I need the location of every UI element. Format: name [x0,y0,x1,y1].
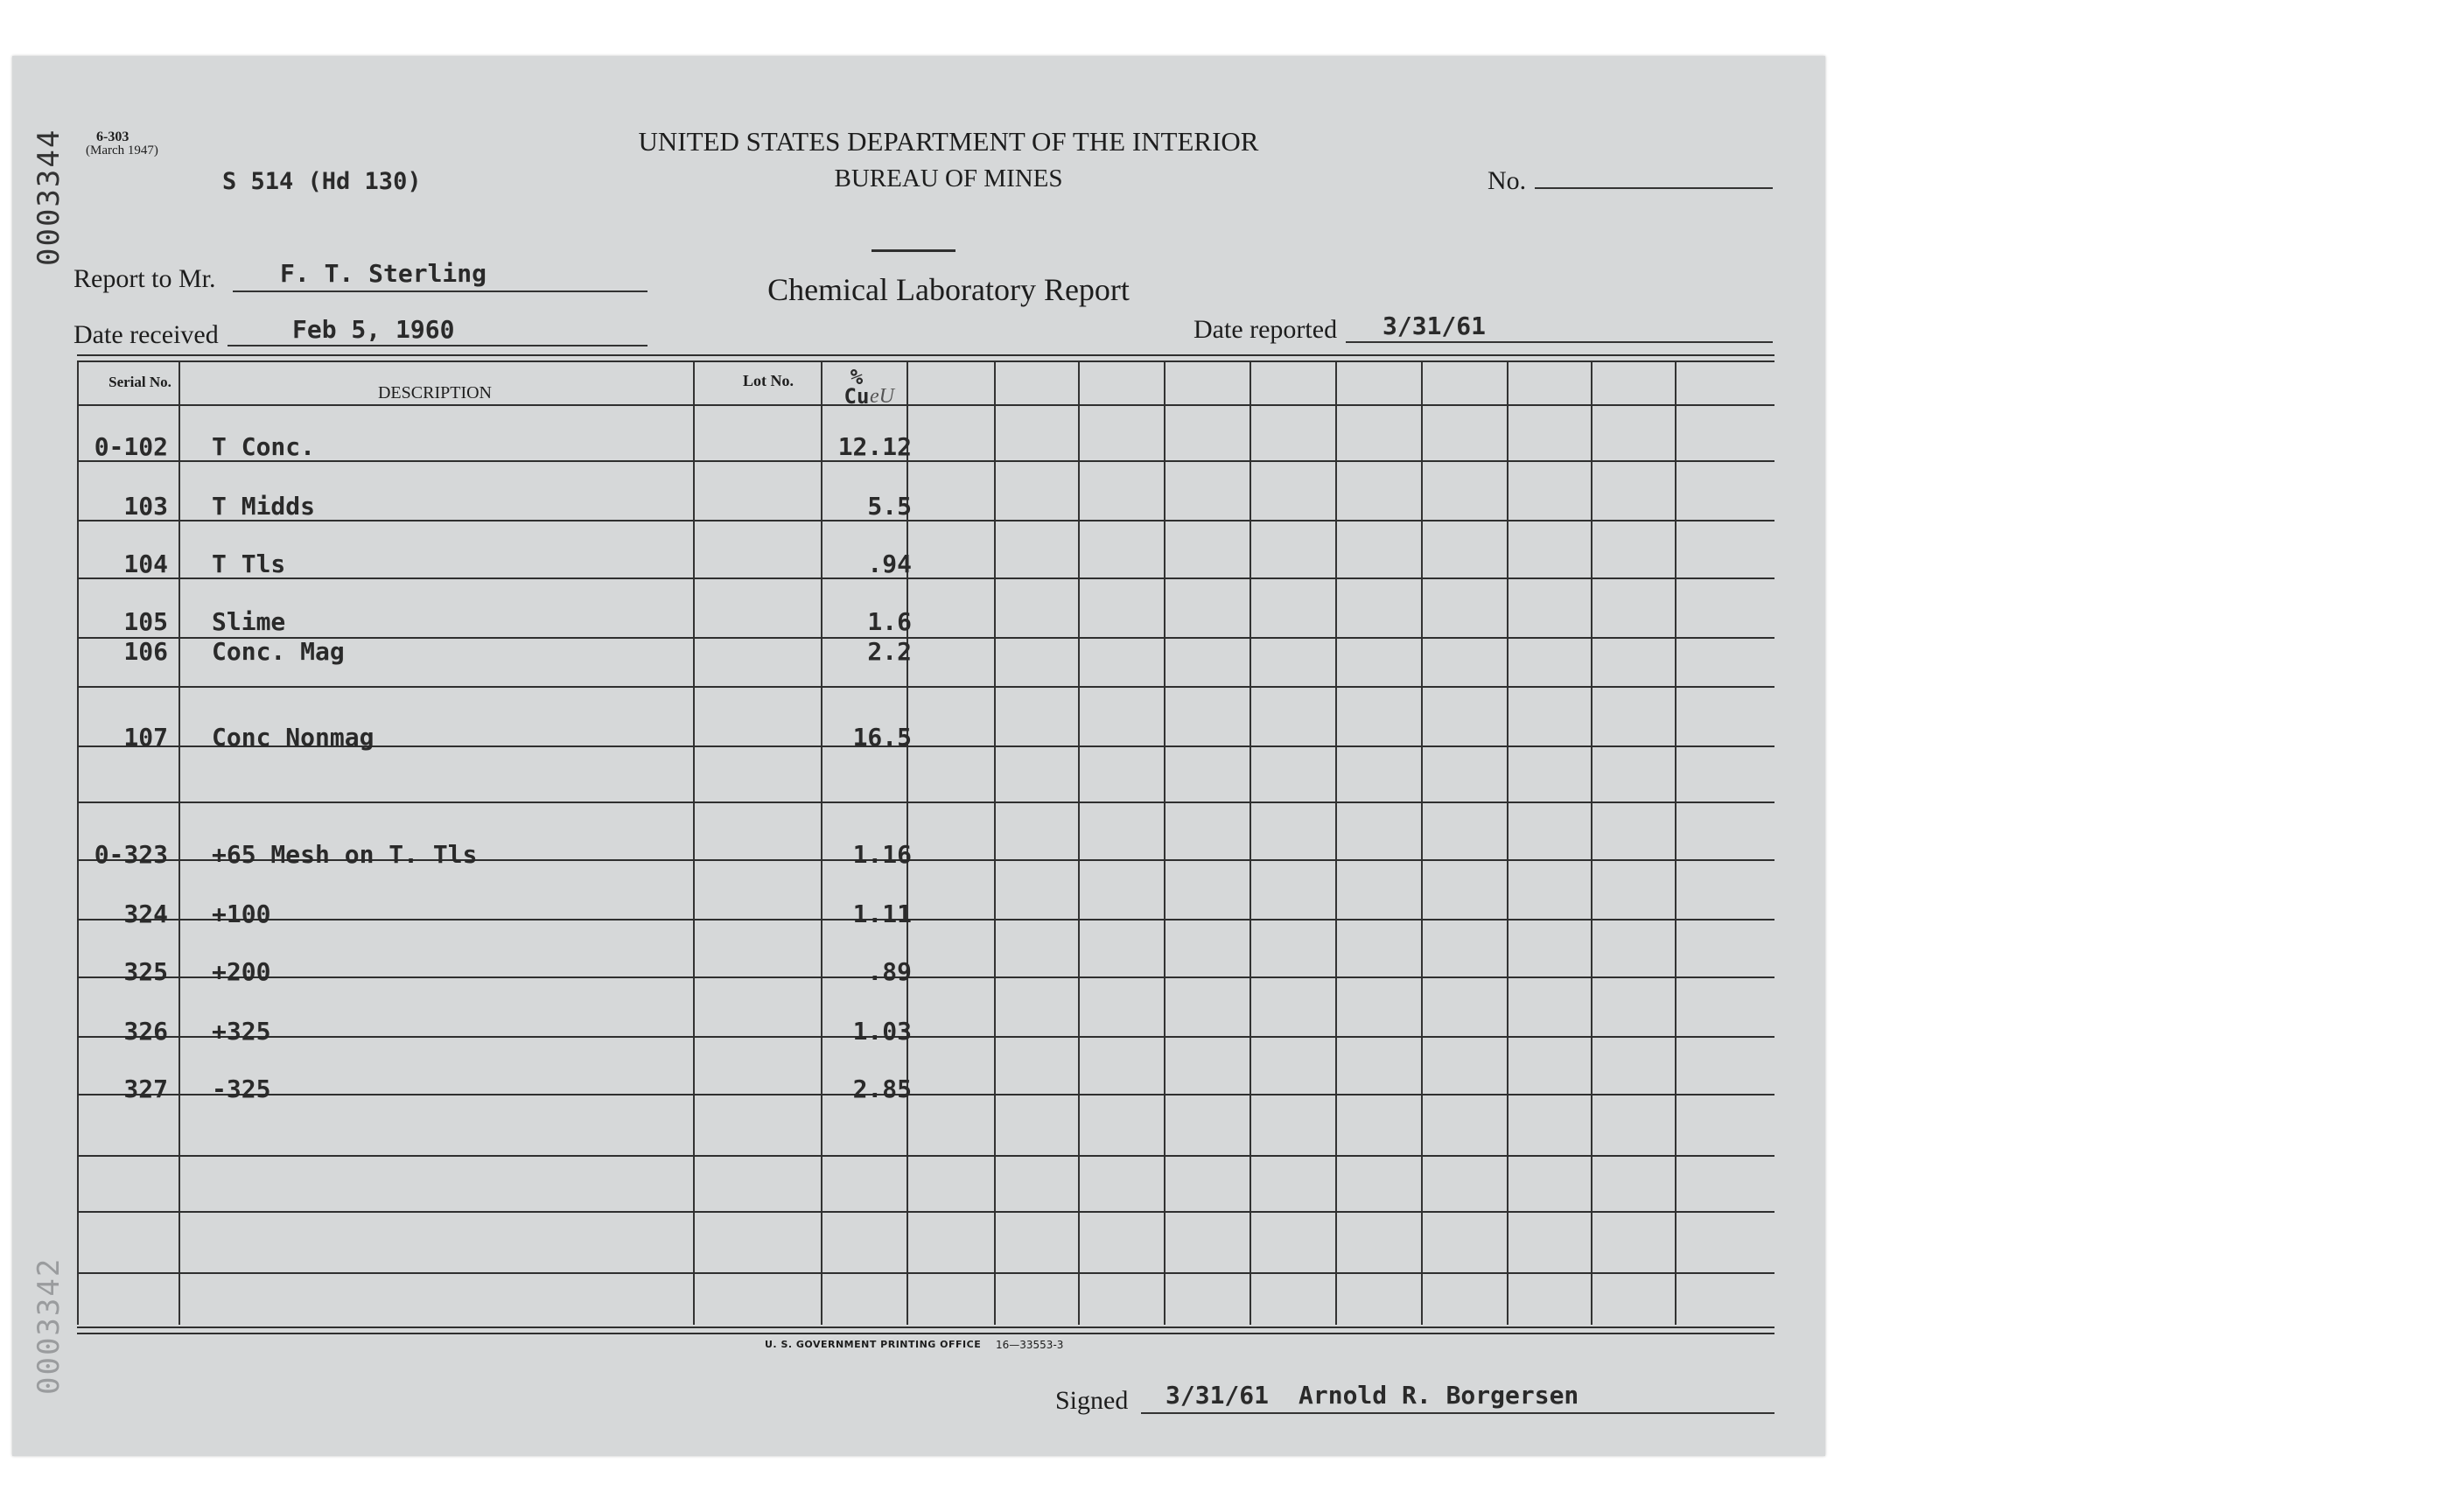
row-serial: 107 [123,723,168,752]
row-serial: 0-102 [94,432,168,461]
row-description: T Midds [212,492,316,521]
table-column-line [1675,362,1676,1325]
stamp-number-bottom: 0003342 [32,1256,66,1395]
table-row-line [77,404,1774,406]
date-received-line [228,345,648,346]
table-column-line [1250,362,1251,1325]
row-description: +200 [212,957,271,986]
row-serial: 103 [123,492,168,521]
row-description: T Tls [212,550,286,578]
row-serial: 325 [123,957,168,986]
table-row-line [77,460,1774,462]
row-cu-value: .94 [867,550,912,578]
date-reported-label: Date reported [1194,315,1338,344]
date-received-value: Feb 5, 1960 [292,315,455,344]
bureau-heading: BUREAU OF MINES [834,164,1063,192]
table-row-line [77,802,1774,803]
table-column-line [1078,362,1080,1325]
row-description: +100 [212,900,271,928]
table-row-line [77,1094,1774,1096]
table-bottom-rule [77,1326,1774,1328]
printing-office: U. S. GOVERNMENT PRINTING OFFICE [765,1339,982,1350]
table-row-line [77,976,1774,978]
description-header: DESCRIPTION [377,383,492,402]
title-rule [872,249,956,252]
stamp-number-top: 0003344 [32,128,66,266]
form-date: (March 1947) [86,144,158,158]
date-reported-value: 3/31/61 [1382,312,1487,340]
row-serial: 105 [123,607,168,636]
row-serial: 0-323 [94,840,168,869]
table-column-line [994,362,996,1325]
date-reported-line [1346,341,1773,343]
row-description: -325 [212,1074,271,1103]
report-to-label: Report to Mr. [74,264,216,293]
serial-header: Serial No. [108,374,172,390]
row-cu-value: 1.11 [852,900,912,928]
row-cu-value: 1.03 [852,1017,912,1046]
report-to-value: F. T. Sterling [280,259,487,288]
table-row-line [77,686,1774,688]
signature-line [1141,1412,1774,1414]
row-description: T Conc. [212,432,316,461]
row-serial: 106 [123,637,168,666]
printing-code: 16—33553-3 [996,1339,1064,1351]
row-description: Conc Nonmag [212,723,374,752]
row-cu-value: 1.16 [852,840,912,869]
table-row-line [77,520,1774,522]
reference-code: S 514 (Hd 130) [222,168,422,195]
row-serial: 326 [123,1017,168,1046]
table-row-line [77,919,1774,920]
cu-annotation: eU [870,385,894,408]
form-number: 6-303 [96,130,130,144]
row-serial: 324 [123,900,168,928]
table-row-line [77,578,1774,579]
table-row-line [77,1211,1774,1213]
row-description: +65 Mesh on T. Tls [212,840,478,869]
table-column-line [1591,362,1592,1325]
table-column-line [1507,362,1508,1325]
signed-label: Signed [1055,1386,1129,1415]
number-label: No. [1488,166,1527,195]
row-description: Slime [212,607,286,636]
table-bottom-rule-2 [77,1333,1774,1334]
row-serial: 104 [123,550,168,578]
number-line [1535,187,1773,189]
row-serial: 327 [123,1074,168,1103]
row-cu-value: 5.5 [867,492,912,521]
report-title: Chemical Laboratory Report [767,272,1130,307]
report-to-line [233,290,648,292]
table-column-line [178,362,180,1325]
table-column-line [1335,362,1337,1325]
table-column-line [1164,362,1166,1325]
row-description: +325 [212,1017,271,1046]
row-cu-value: 1.6 [867,607,912,636]
report-form [12,56,1825,1456]
department-heading: UNITED STATES DEPARTMENT OF THE INTERIOR [638,126,1259,157]
row-cu-value: 16.5 [852,723,912,752]
row-description: Conc. Mag [212,637,345,666]
row-cu-value: .89 [867,957,912,986]
signed-name: Arnold R. Borgersen [1298,1381,1579,1410]
table-row-line [77,1272,1774,1274]
date-received-label: Date received [74,320,219,349]
signed-date: 3/31/61 [1166,1381,1270,1410]
table-column-line [693,362,695,1325]
table-top-rule-2 [77,360,1774,362]
row-cu-value: 12.12 [837,432,912,461]
row-cu-value: 2.85 [852,1074,912,1103]
cu-header: % Cu [844,365,870,409]
table-top-rule [77,354,1774,356]
row-cu-value: 2.2 [867,637,912,666]
table-row-line [77,1036,1774,1038]
table-row-line [77,1155,1774,1157]
lot-header: Lot No. [743,372,794,389]
table-column-line [1421,362,1423,1325]
